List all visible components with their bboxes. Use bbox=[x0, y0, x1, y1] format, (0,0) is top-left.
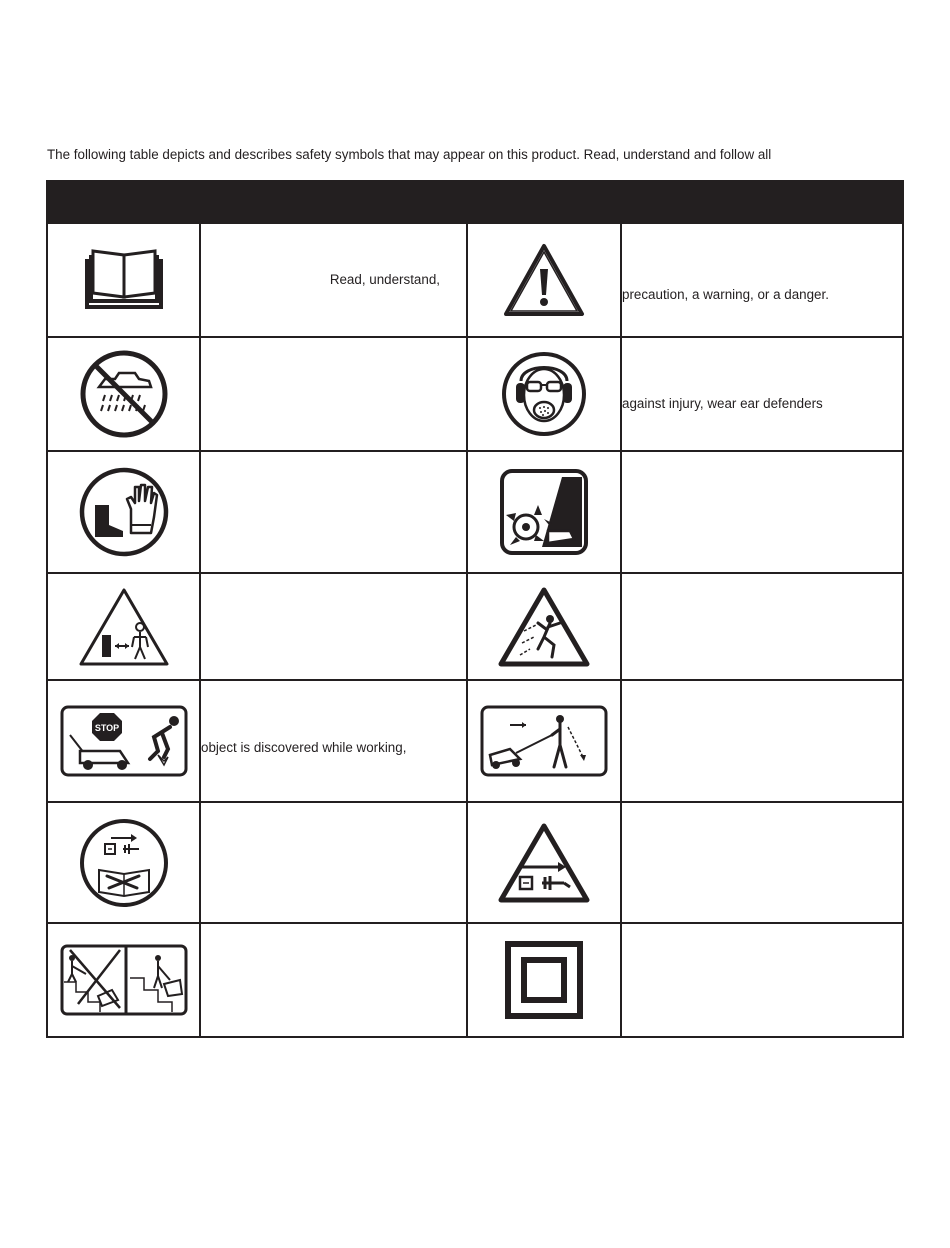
description-cell bbox=[621, 802, 903, 923]
description-cell bbox=[621, 680, 903, 802]
unplug-before-maintenance-icon bbox=[79, 818, 169, 908]
symbol-cell bbox=[47, 337, 200, 451]
description-cell bbox=[621, 573, 903, 680]
boots-gloves-icon bbox=[79, 467, 169, 557]
symbol-cell bbox=[467, 223, 621, 337]
unplug-warning-triangle-icon bbox=[498, 823, 590, 903]
symbol-cell bbox=[47, 923, 200, 1037]
description-cell bbox=[621, 451, 903, 573]
table-row bbox=[47, 451, 903, 573]
double-insulated-icon bbox=[504, 940, 584, 1020]
stop-inspect-object-icon bbox=[60, 705, 188, 777]
table-row bbox=[47, 573, 903, 680]
no-rain-icon bbox=[79, 349, 169, 439]
description-cell bbox=[200, 573, 467, 680]
description-cell: Read, understand, bbox=[200, 223, 467, 337]
keep-distance-bystander-icon bbox=[78, 587, 170, 667]
description-cell: object is discovered while working, bbox=[200, 680, 467, 802]
table-row bbox=[47, 923, 903, 1037]
safety-alert-triangle-icon bbox=[503, 243, 585, 317]
description-cell bbox=[200, 451, 467, 573]
description-cell bbox=[200, 923, 467, 1037]
description-cell bbox=[621, 923, 903, 1037]
safety-symbols-table bbox=[46, 180, 904, 1038]
symbol-cell bbox=[47, 802, 200, 923]
symbol-cell bbox=[467, 337, 621, 451]
symbol-cell bbox=[47, 223, 200, 337]
table-row bbox=[47, 337, 903, 451]
walk-behind-mower-icon bbox=[480, 705, 608, 777]
description-cell: precaution, a warning, or a danger. bbox=[621, 223, 903, 337]
eye-ear-protection-icon bbox=[499, 349, 589, 439]
intro-text: The following table depicts and describes safety symbols that may appear on this product. Read, understand and follow all bbox=[47, 147, 772, 163]
symbol-cell bbox=[467, 451, 621, 573]
svg-text:STOP: STOP bbox=[94, 723, 119, 733]
thrown-objects-warning-icon bbox=[498, 587, 590, 667]
symbol-cell bbox=[467, 573, 621, 680]
read-manual-icon bbox=[83, 249, 165, 311]
rotating-blade-hand-icon bbox=[500, 469, 588, 555]
description-cell bbox=[200, 337, 467, 451]
symbol-cell bbox=[47, 680, 200, 802]
symbol-cell bbox=[467, 802, 621, 923]
header-cell-symbol-2 bbox=[467, 181, 621, 223]
description-cell bbox=[200, 802, 467, 923]
symbol-cell bbox=[467, 923, 621, 1037]
symbol-cell bbox=[47, 451, 200, 573]
table-row bbox=[47, 223, 903, 337]
header-cell-symbol-1 bbox=[47, 181, 200, 223]
header-cell-meaning-1 bbox=[200, 181, 467, 223]
description-cell: against injury, wear ear defenders bbox=[621, 337, 903, 451]
symbol-cell bbox=[47, 573, 200, 680]
table-row bbox=[47, 802, 903, 923]
table-header-row bbox=[47, 181, 903, 223]
header-cell-meaning-2 bbox=[621, 181, 903, 223]
symbol-cell bbox=[467, 680, 621, 802]
table-row bbox=[47, 680, 903, 802]
mow-across-slopes-icon bbox=[60, 944, 188, 1016]
